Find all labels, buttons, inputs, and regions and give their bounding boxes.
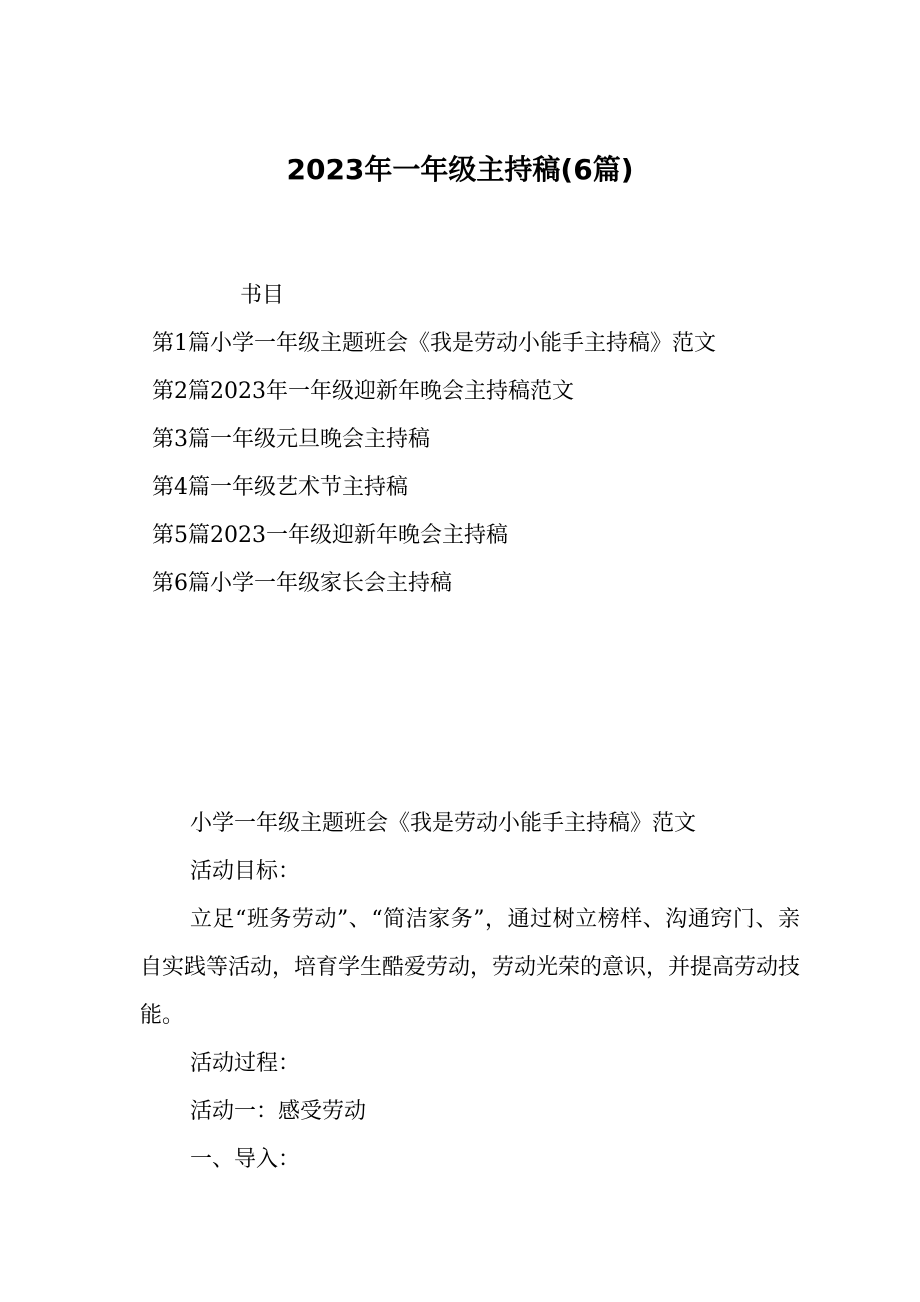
goal-paragraph: 立足“班务劳动”、“简洁家务”，通过树立榜样、沟通窍门、亲自实践等活动，培育学生酷爱劳动，劳动光荣的意识，并提高劳动技能。 [140,907,801,1028]
goal-label: 活动目标： [190,859,301,884]
document-title: 2023年一年级主持稿(6篇) [286,153,634,186]
activity-one-heading: 活动一：感受劳动 [190,1099,367,1124]
toc-item-2: 第2篇2023年一年级迎新年晚会主持稿范文 [152,379,574,404]
article-heading: 小学一年级主题班会《我是劳动小能手主持稿》范文 [190,811,697,836]
toc-item-1: 第1篇小学一年级主题班会《我是劳动小能手主持稿》范文 [152,331,716,356]
process-label: 活动过程： [190,1051,301,1076]
article-body [140,800,800,1184]
toc-heading: 书目 [240,283,285,308]
toc-item-6: 第6篇小学一年级家长会主持稿 [152,571,452,596]
toc-item-4: 第4篇一年级艺术节主持稿 [152,475,408,500]
intro-heading: 一、导入： [190,1147,301,1172]
toc-item-5: 第5篇2023一年级迎新年晚会主持稿 [152,523,508,548]
toc-item-3: 第3篇一年级元旦晚会主持稿 [152,427,430,452]
table-of-contents [140,320,800,608]
